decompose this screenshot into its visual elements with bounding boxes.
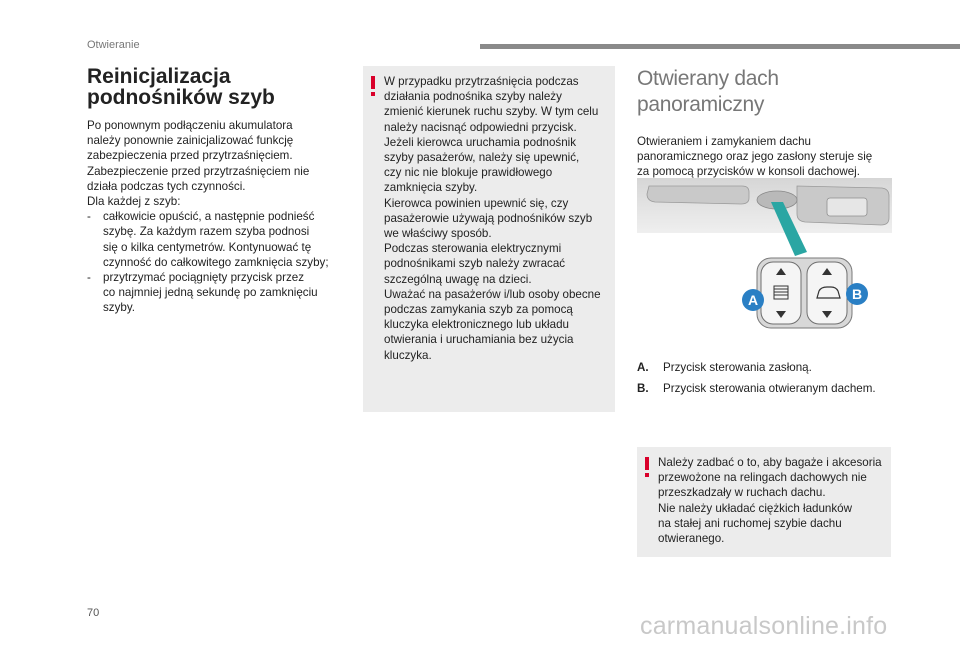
- text-line: zmienić kierunek ruchu szyby. W tym celu: [384, 105, 599, 119]
- text-line: Uważać na pasażerów i/lub osoby obecne: [384, 287, 601, 301]
- text-line: przytrzymać pociągnięty przycisk przez: [103, 271, 305, 285]
- warning-text: [384, 74, 610, 363]
- text-line: podczas zamykania szyb za pomocą: [384, 303, 573, 317]
- legend-item: [637, 381, 895, 396]
- legend-text: Przycisk sterowania otwieranym dachem.: [663, 382, 876, 396]
- text-line: kluczyka.: [384, 348, 432, 362]
- text-line: co najmniej jedną sekundę po zamknięciu: [103, 286, 318, 300]
- text-line: zabezpieczenia przed przytrzaśnięciem.: [87, 149, 293, 163]
- text-line: przeszkadzały w ruchach dachu.: [658, 486, 826, 500]
- text-line: otwieranego.: [658, 532, 725, 546]
- reinit-title: [87, 66, 349, 108]
- reinit-title-line: Reinicjalizacja: [87, 65, 231, 88]
- text-line: szyby pasażerów, należy się upewnić,: [384, 151, 580, 165]
- warning-box-roof-load: [637, 447, 891, 557]
- text-line: Po ponownym podłączeniu akumulatora: [87, 119, 293, 132]
- text-line: czynność do całkowitego zamknięcia szyby;: [103, 255, 329, 269]
- watermark: carmanualsonline.info: [640, 612, 888, 640]
- warning-exclamation-icon: [370, 76, 376, 96]
- text-line: szybę. Za każdym razem szyba podnosi: [103, 225, 310, 239]
- text-line: działa podczas tych czynności.: [87, 179, 246, 193]
- legend-item: [637, 360, 895, 375]
- text-line: we właściwy sposób.: [384, 227, 492, 241]
- section-label: Otwieranie: [87, 39, 140, 51]
- text-line: Kierowca powinien upewnić się, czy: [384, 196, 569, 210]
- bullet-dash: -: [87, 210, 91, 224]
- text-line: szczególną uwagę na dzieci.: [384, 272, 532, 286]
- text-line: Otwieraniem i zamykaniem dachu: [637, 135, 811, 148]
- text-line: Podczas sterowania elektrycznymi: [384, 242, 562, 256]
- text-line: zamknięcia szyby.: [384, 181, 478, 195]
- reinit-title-line: podnośników szyb: [87, 86, 275, 109]
- sunroof-section: [637, 66, 895, 180]
- warning-box-anti-pinch: [363, 66, 615, 412]
- text-line: podnośnikami szyb należy zwracać: [384, 257, 566, 271]
- page-number: 70: [87, 607, 100, 619]
- reinit-section: [87, 66, 349, 316]
- text-line: na stałej ani ruchomej szybie dachu: [658, 516, 842, 530]
- warning-text: [658, 455, 884, 546]
- text-line: kluczyka elektronicznego lub układu: [384, 318, 569, 332]
- text-line: czy nic nie blokuje prawidłowego: [384, 166, 553, 180]
- text-line: przewożone na relingach dachowych nie: [658, 471, 867, 485]
- sunroof-intro: [637, 134, 895, 180]
- text-line: Nie należy układać ciężkich ładunków: [658, 501, 852, 515]
- legend-key: A.: [637, 361, 649, 374]
- text-line: Należy zadbać o to, aby bagaże i akcesoria: [658, 456, 882, 469]
- text-line: Dla każdej z szyb:: [87, 195, 181, 209]
- badge-b: [846, 283, 868, 305]
- badge-a-label: A: [747, 292, 759, 308]
- list-item: [87, 209, 349, 270]
- text-line: otwierania i uruchamiania bez użycia: [384, 333, 574, 347]
- text-line: się o kilka centymetrów. Kontynuować tę: [103, 240, 312, 254]
- legend-text: Przycisk sterowania zasłoną.: [663, 361, 812, 374]
- text-line: Jeżeli kierowca uruchamia podnośnik: [384, 135, 577, 149]
- legend-key: B.: [637, 382, 649, 396]
- reinit-paragraph: [87, 118, 349, 316]
- roof-console-illustration: [637, 178, 892, 336]
- text-line: należy ponownie zainicjalizować funkcję: [87, 134, 294, 148]
- badge-a: [742, 289, 764, 311]
- vanity-mirror: [827, 198, 867, 216]
- text-line: Zabezpieczenie przed przytrzaśnięciem nie: [87, 164, 310, 178]
- text-line: działania podnośnika szyby należy: [384, 90, 562, 104]
- badge-b-label: B: [851, 286, 863, 302]
- bullet-dash: -: [87, 271, 91, 285]
- section-bar: [480, 44, 960, 49]
- sunroof-title: Otwierany dach panoramiczny: [637, 67, 779, 116]
- text-line: W przypadku przytrzaśnięcia podczas: [384, 75, 579, 88]
- left-sun-visor: [647, 186, 749, 204]
- text-line: całkowicie opuścić, a następnie podnieść: [103, 210, 315, 224]
- figure-legend: [637, 360, 895, 402]
- list-item: [87, 270, 349, 316]
- text-line: panoramicznego oraz jego zasłony steruje się: [637, 150, 873, 164]
- warning-exclamation-icon: [644, 457, 650, 477]
- text-line: za pomocą przycisków w konsoli dachowej.: [637, 165, 860, 179]
- text-line: należy nacisnąć odpowiedni przycisk.: [384, 120, 577, 134]
- text-line: szyby.: [103, 301, 135, 315]
- text-line: pasażerowie używają podnośników szyb: [384, 211, 593, 225]
